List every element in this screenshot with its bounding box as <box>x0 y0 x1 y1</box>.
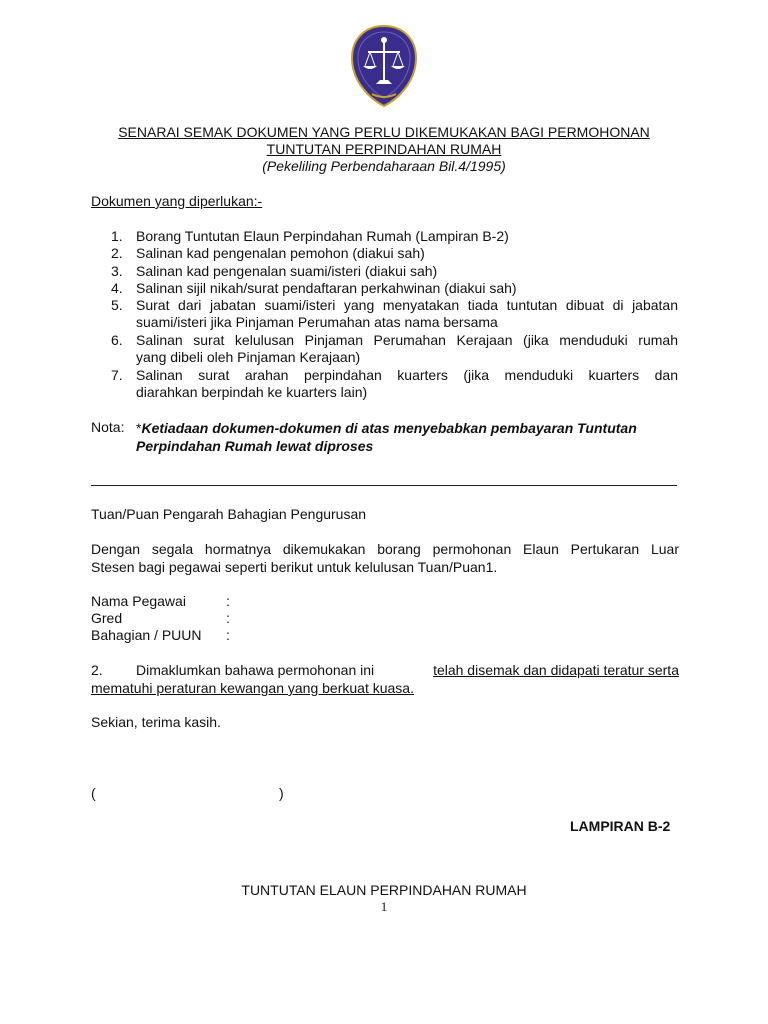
closing-remark: Sekian, terima kasih. <box>91 714 221 730</box>
list-item-number: 1. <box>111 228 123 244</box>
field-label-nama-pegawai: Nama Pegawai <box>91 593 186 609</box>
addressee: Tuan/Puan Pengarah Bahagian Pengurusan <box>91 506 367 522</box>
list-item <box>136 280 678 297</box>
list-item-number: 3. <box>111 263 123 279</box>
list-item <box>136 367 678 401</box>
paragraph-number: 2. <box>91 662 103 678</box>
list-item-number: 2. <box>111 245 123 261</box>
list-item-number: 4. <box>111 280 123 296</box>
list-item-text: Salinan surat kelulusan Pinjaman Perumahan Kerajaan (jika menduduki rumah <box>136 332 678 348</box>
field-label-gred: Gred <box>91 610 123 626</box>
field-separator: : <box>226 610 230 626</box>
list-item <box>136 228 678 245</box>
note-asterisk: * <box>136 420 142 436</box>
list-item <box>136 297 678 331</box>
list-item-number: 6. <box>111 332 123 348</box>
section-divider <box>91 485 677 486</box>
note-text-line1: Ketiadaan dokumen-dokumen di atas menyebabkan pembayaran Tuntutan <box>141 420 637 436</box>
list-item-text: Salinan kad pengenalan pemohon (diakui sah) <box>136 245 425 261</box>
scales-of-justice-emblem-icon <box>350 24 418 108</box>
field-separator: : <box>226 627 230 643</box>
list-item-text-continued: suami/isteri jika Pinjaman Perumahan atas nama bersama <box>136 314 498 330</box>
list-item-number: 7. <box>111 367 123 383</box>
list-item-text: Borang Tuntutan Elaun Perpindahan Rumah (Lampiran B-2) <box>136 228 509 244</box>
paragraph-text: Dimaklumkan bahawa permohonan ini <box>136 662 375 678</box>
list-item-text-continued: yang dibeli oleh Pinjaman Kerajaan) <box>136 349 361 365</box>
list-item-text: Salinan surat arahan perpindahan kuarters (jika menduduki kuarters dan <box>136 367 678 383</box>
list-item-text: Salinan kad pengenalan suami/isteri (diakui sah) <box>136 263 438 279</box>
paragraph-line: Stesen bagi pegawai seperti berikut untuk kelulusan Tuan/Puan1. <box>91 559 498 575</box>
letter-paragraph-2-line1 <box>136 662 679 678</box>
list-item <box>136 245 678 262</box>
checklist-title-line1: SENARAI SEMAK DOKUMEN YANG PERLU DIKEMUKAKAN BAGI PERMOHONAN <box>118 124 650 140</box>
note-label: Nota: <box>91 419 125 435</box>
list-item-text-continued: diarahkan berpindah ke kuarters lain) <box>136 384 368 400</box>
paragraph-text-underlined: telah disemak dan didapati teratur serta <box>433 662 679 678</box>
list-item-number: 5. <box>111 297 123 313</box>
signature-open-paren: ( <box>91 785 96 801</box>
letter-paragraph-2-line2: mematuhi peraturan kewangan yang berkuat kuasa. <box>91 680 414 696</box>
page-number: 1 <box>380 899 388 914</box>
list-item <box>136 263 678 280</box>
next-form-title: TUNTUTAN ELAUN PERPINDAHAN RUMAH <box>241 882 527 898</box>
documents-heading: Dokumen yang diperlukan:- <box>91 193 263 209</box>
circular-reference: (Pekeliling Perbendaharaan Bil.4/1995) <box>262 158 506 174</box>
list-item-text: Surat dari jabatan suami/isteri yang menyatakan tiada tuntutan dibuat di jabatan <box>136 297 678 313</box>
note-text-line2: Perpindahan Rumah lewat diproses <box>136 438 374 454</box>
field-separator: : <box>226 593 230 609</box>
letter-paragraph-1 <box>91 540 679 576</box>
checklist-title-line2: TUNTUTAN PERPINDAHAN RUMAH <box>266 141 502 157</box>
paragraph-line: Dengan segala hormatnya dikemukakan borang permohonan Elaun Pertukaran Luar <box>91 541 679 557</box>
list-item <box>136 332 678 366</box>
list-item-text: Salinan sijil nikah/surat pendaftaran perkahwinan (diakui sah) <box>136 280 517 296</box>
lampiran-label: LAMPIRAN B-2 <box>570 818 671 834</box>
signature-close-paren: ) <box>279 785 284 801</box>
note-text <box>136 419 637 455</box>
field-label-bahagian: Bahagian / PUUN <box>91 627 202 643</box>
